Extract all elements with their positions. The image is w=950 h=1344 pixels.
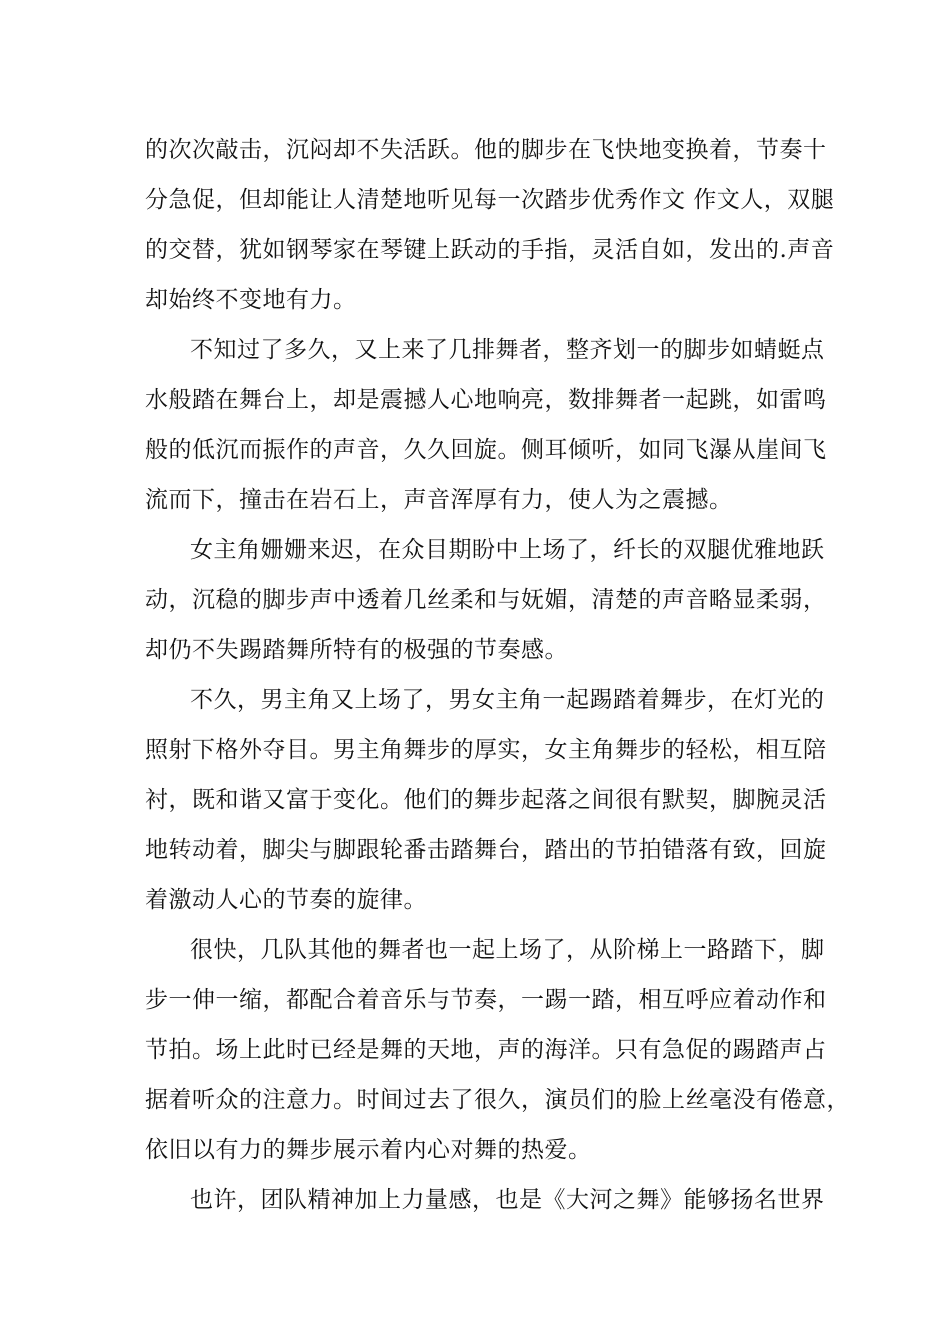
text-line: 水般踏在舞台上，却是震撼人心地响亮，数排舞者一起跳，如雷鸣: [145, 387, 827, 413]
text-line: 却仍不失踢踏舞所特有的极强的节奏感。: [145, 637, 568, 663]
text-line: 依旧以有力的舞步展示着内心对舞的热爱。: [145, 1137, 592, 1163]
text-line: 却始终不变地有力。: [145, 287, 357, 313]
text-line: 节拍。场上此时已经是舞的天地，声的海洋。只有急促的踢踏声占: [145, 1037, 827, 1063]
text-line: 的次次敲击，沉闷却不失活跃。他的脚步在飞快地变换着，节奏十: [145, 137, 827, 163]
paragraph-first-line: 不知过了多久，又上来了几排舞者，整齐划一的脚步如蜻蜓点: [190, 337, 825, 363]
text-line: 分急促，但却能让人清楚地听见每一次踏步优秀作文 作文人，双腿: [145, 187, 835, 213]
text-line: 地转动着，脚尖与脚跟轮番击踏舞台，踏出的节拍错落有致，回旋: [145, 837, 827, 863]
text-line: 着激动人心的节奏的旋律。: [145, 887, 427, 913]
text-line: 照射下格外夺目。男主角舞步的厚实，女主角舞步的轻松，相互陪: [145, 737, 827, 763]
text-line: 般的低沉而振作的声音，久久回旋。侧耳倾听，如同飞瀑从崖间飞: [145, 437, 827, 463]
text-line: 据着听众的注意力。时间过去了很久，演员们的脸上丝毫没有倦意，: [145, 1087, 850, 1113]
text-line: 的交替，犹如钢琴家在琴键上跃动的手指，灵活自如，发出的.声音: [145, 237, 835, 263]
text-line: 步一伸一缩，都配合着音乐与节奏，一踢一踏，相互呼应着动作和: [145, 987, 827, 1013]
paragraph-first-line: 不久，男主角又上场了，男女主角一起踢踏着舞步，在灯光的: [190, 687, 825, 713]
text-line: 衬，既和谐又富于变化。他们的舞步起落之间很有默契，脚腕灵活: [145, 787, 827, 813]
text-line: 流而下，撞击在岩石上，声音浑厚有力，使人为之震撼。: [145, 487, 733, 513]
paragraph-first-line: 也许，团队精神加上力量感，也是《大河之舞》能够扬名世界: [190, 1187, 825, 1213]
paragraph-first-line: 女主角姗姗来迟，在众目期盼中上场了，纤长的双腿优雅地跃: [190, 537, 825, 563]
paragraph-first-line: 很快，几队其他的舞者也一起上场了，从阶梯上一路踏下，脚: [190, 937, 825, 963]
text-line: 动，沉稳的脚步声中透着几丝柔和与妩媚，清楚的声音略显柔弱，: [145, 587, 827, 613]
